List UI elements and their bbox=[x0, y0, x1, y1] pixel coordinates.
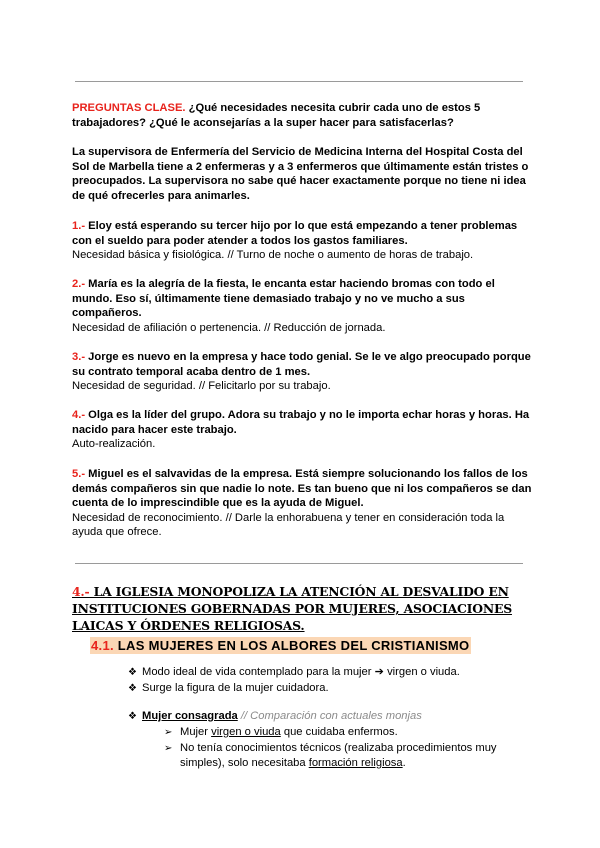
case-text: Miguel es el salvavidas de la empresa. Está siempre solucionando los fallos de los demás compañeros sin que nadie lo note. Es tan bueno que ni los compañeros se dan cuenta de lo imprescindible que es la ayuda de Miguel. bbox=[72, 468, 532, 510]
case-text: Eloy está esperando su tercer hijo por lo que está empezando a tener problemas con el sueldo para poder atender a todos los gastos familiares. bbox=[72, 220, 518, 247]
section-4-title: LA IGLESIA MONOPOLIZA LA ATENCIÓN AL DESVALIDO EN INSTITUCIONES GOBERNADAS POR MUJERES, ASOCIACIONES LAICAS Y ÓRDENES RELIGIOSAS. bbox=[72, 584, 512, 633]
bullet-text: Surge la figura de la mujer cuidadora. bbox=[142, 682, 329, 694]
sub-bullet-text: No tenía conocimientos técnicos (realizaba procedimientos muy simples), solo necesitaba bbox=[180, 742, 497, 769]
sub-bullet-text: Mujer bbox=[180, 726, 212, 738]
diamond-bullet-icon: ❖ bbox=[128, 711, 137, 722]
section-4-1-number: 4.1. bbox=[91, 638, 114, 653]
case-4 bbox=[72, 408, 532, 452]
section-4-1-heading bbox=[90, 637, 471, 655]
case-number: 5.- bbox=[72, 468, 86, 480]
case-number: 3.- bbox=[72, 351, 86, 363]
sub-bullet-text-end: . bbox=[402, 757, 406, 769]
case-text: María es la alegría de la fiesta, le encanta estar haciendo bromas con todo el mundo. Eso sí, últimamente tiene demasiado trabajo y no ve mucho a sus compañeros. bbox=[72, 278, 495, 320]
arrow-bullet-icon: ➢ bbox=[164, 727, 173, 738]
case-number: 4.- bbox=[72, 409, 86, 421]
consagrada-item bbox=[128, 709, 422, 724]
diamond-bullet-icon: ❖ bbox=[128, 683, 137, 694]
sub-bullet-item bbox=[164, 725, 398, 740]
underlined-text: formación religiosa bbox=[308, 757, 403, 769]
diamond-bullet-icon: ❖ bbox=[128, 667, 137, 678]
case-1 bbox=[72, 219, 532, 263]
case-text: Jorge es nuevo en la empresa y hace todo genial. Se le ve algo preocupado porque su contrato temporal acaba dentro de 1 mes. bbox=[72, 351, 531, 378]
horizontal-rule-middle bbox=[75, 563, 523, 564]
sub-bullet-item bbox=[164, 741, 504, 771]
underlined-text: virgen o viuda bbox=[211, 726, 281, 738]
consagrada-note: // Comparación con actuales monjas bbox=[237, 710, 422, 722]
case-3 bbox=[72, 350, 532, 394]
section-4-number: 4.- bbox=[72, 584, 90, 599]
bullet-text: Modo ideal de vida contemplado para la mujer ➔ virgen o viuda. bbox=[142, 666, 460, 678]
arrow-bullet-icon: ➢ bbox=[164, 743, 173, 754]
bullet-item bbox=[128, 665, 460, 680]
bullet-item bbox=[128, 681, 329, 696]
case-answer: Auto-realización. bbox=[72, 438, 156, 451]
questions-label: PREGUNTAS CLASE. bbox=[72, 102, 186, 114]
case-answer: Necesidad de seguridad. // Felicitarlo por su trabajo. bbox=[72, 380, 331, 393]
case-number: 1.- bbox=[72, 220, 86, 232]
sub-bullet-text-end: que cuidaba enfermos. bbox=[280, 726, 398, 738]
case-text: Olga es la líder del grupo. Adora su trabajo y no le importa echar horas y horas. Ha nacido para hacer este trabajo. bbox=[72, 409, 530, 436]
case-answer: Necesidad básica y fisiológica. // Turno de noche o aumento de horas de trabajo. bbox=[72, 249, 474, 262]
intro-paragraph: La supervisora de Enfermería del Servicio de Medicina Interna del Hospital Costa del Sol de Marbella tiene a 2 enfermeras y a 3 enfermeros que últimamente están tristes o preocupados. La supervisora no sabe qué hacer exactamente porque no tiene ni idea de qué ofrecerles para animarles. bbox=[72, 146, 529, 202]
case-answer: Necesidad de afiliación o pertenencia. // Reducción de jornada. bbox=[72, 321, 386, 334]
section-4-1-title: LAS MUJERES EN LOS ALBORES DEL CRISTIANISMO bbox=[113, 638, 470, 653]
case-answer: Necesidad de reconocimiento. // Darle la enhorabuena y tener en consideración toda la ayuda que ofrece. bbox=[72, 511, 505, 539]
consagrada-title: Mujer consagrada bbox=[142, 710, 238, 722]
section-4-heading bbox=[72, 583, 532, 634]
case-number: 2.- bbox=[72, 278, 86, 290]
questions-paragraph bbox=[72, 101, 532, 130]
case-2 bbox=[72, 277, 532, 335]
questions-text: ¿Qué necesidades necesita cubrir cada uno de estos 5 trabajadores? ¿Qué le aconsejarías a la super hacer para satisfacerlas? bbox=[72, 102, 481, 129]
case-5 bbox=[72, 467, 532, 540]
horizontal-rule-top bbox=[75, 81, 523, 82]
